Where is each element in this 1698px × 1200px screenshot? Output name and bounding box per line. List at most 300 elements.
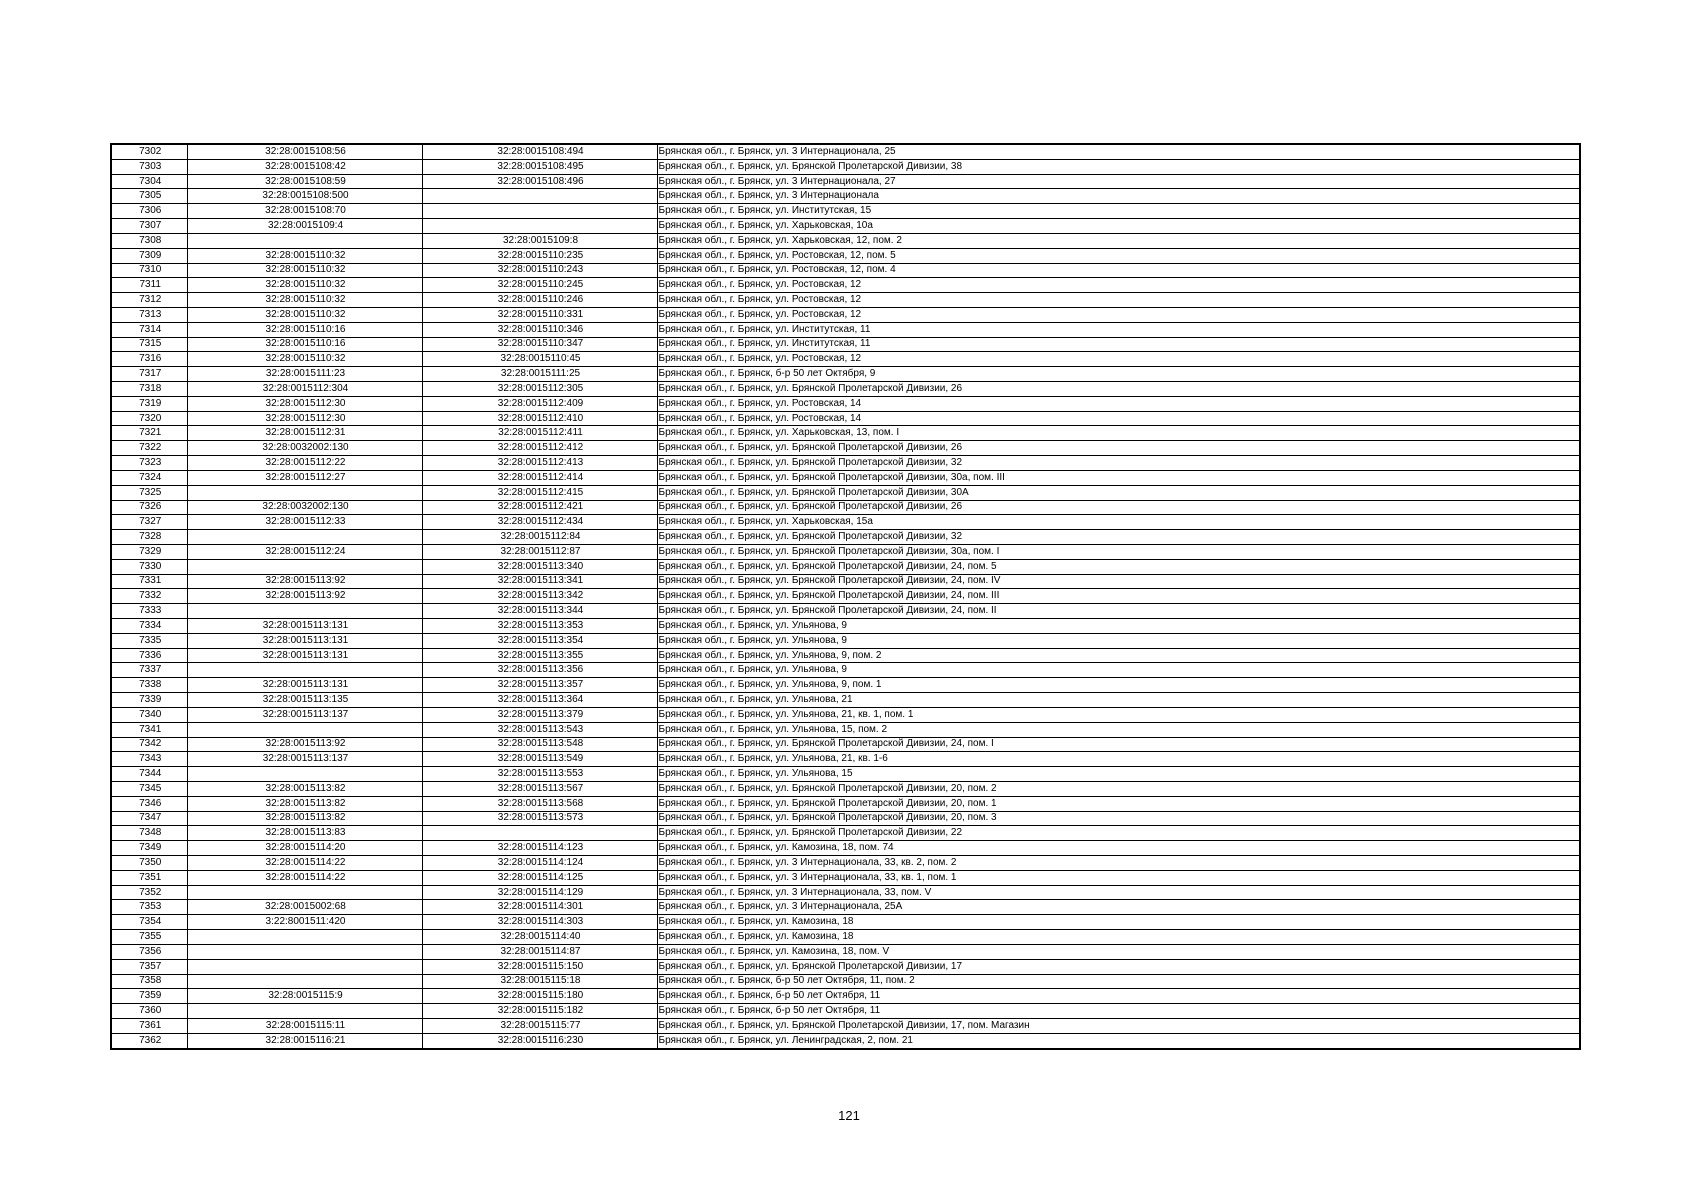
address-cell: Брянская обл., г. Брянск, ул. Харьковская, 10а	[657, 219, 1580, 234]
parcel-cadastral-number-cell: 32:28:0015113:137	[187, 707, 422, 722]
object-cadastral-number-cell: 32:28:0015112:414	[422, 470, 657, 485]
row-number-cell: 7330	[111, 559, 187, 574]
object-cadastral-number-cell: 32:28:0015113:549	[422, 752, 657, 767]
address-cell: Брянская обл., г. Брянск, ул. Ульянова, 21	[657, 693, 1580, 708]
address-cell: Брянская обл., г. Брянск, б-р 50 лет Октября, 11	[657, 1004, 1580, 1019]
parcel-cadastral-number-cell: 32:28:0015108:42	[187, 159, 422, 174]
row-number-cell: 7303	[111, 159, 187, 174]
table-row	[111, 367, 1580, 382]
parcel-cadastral-number-cell: 32:28:0015112:30	[187, 411, 422, 426]
row-number-cell: 7331	[111, 574, 187, 589]
object-cadastral-number-cell: 32:28:0015110:245	[422, 278, 657, 293]
parcel-cadastral-number-cell	[187, 767, 422, 782]
address-cell: Брянская обл., г. Брянск, ул. Брянской Пролетарской Дивизии, 32	[657, 456, 1580, 471]
row-number-cell: 7336	[111, 648, 187, 663]
address-cell: Брянская обл., г. Брянск, ул. Ульянова, 9	[657, 619, 1580, 634]
object-cadastral-number-cell: 32:28:0015108:495	[422, 159, 657, 174]
address-cell: Брянская обл., г. Брянск, ул. Брянской Пролетарской Дивизии, 30а, пом. III	[657, 470, 1580, 485]
address-cell: Брянская обл., г. Брянск, ул. Брянской Пролетарской Дивизии, 20, пом. 1	[657, 796, 1580, 811]
table-row	[111, 900, 1580, 915]
row-number-cell: 7313	[111, 307, 187, 322]
address-cell: Брянская обл., г. Брянск, ул. Брянской Пролетарской Дивизии, 17, пом. Магазин	[657, 1018, 1580, 1033]
parcel-cadastral-number-cell: 32:28:0015112:304	[187, 382, 422, 397]
address-cell: Брянская обл., г. Брянск, б-р 50 лет Октября, 9	[657, 367, 1580, 382]
row-number-cell: 7348	[111, 826, 187, 841]
object-cadastral-number-cell: 32:28:0015112:410	[422, 411, 657, 426]
parcel-cadastral-number-cell: 32:28:0015112:31	[187, 426, 422, 441]
parcel-cadastral-number-cell	[187, 233, 422, 248]
address-cell: Брянская обл., г. Брянск, б-р 50 лет Октября, 11	[657, 989, 1580, 1004]
parcel-cadastral-number-cell: 32:28:0015115:11	[187, 1018, 422, 1033]
row-number-cell: 7344	[111, 767, 187, 782]
table-row	[111, 559, 1580, 574]
object-cadastral-number-cell: 32:28:0015112:305	[422, 382, 657, 397]
row-number-cell: 7335	[111, 633, 187, 648]
object-cadastral-number-cell: 32:28:0015114:87	[422, 944, 657, 959]
page-number: 121	[838, 1108, 860, 1123]
object-cadastral-number-cell: 32:28:0015112:412	[422, 441, 657, 456]
parcel-cadastral-number-cell: 32:28:0032002:130	[187, 500, 422, 515]
parcel-cadastral-number-cell: 32:28:0015113:83	[187, 826, 422, 841]
address-cell: Брянская обл., г. Брянск, ул. Ленинградская, 2, пом. 21	[657, 1033, 1580, 1048]
table-row	[111, 752, 1580, 767]
object-cadastral-number-cell: 32:28:0015110:243	[422, 263, 657, 278]
object-cadastral-number-cell: 32:28:0015110:347	[422, 337, 657, 352]
row-number-cell: 7327	[111, 515, 187, 530]
address-cell: Брянская обл., г. Брянск, ул. Харьковская, 12, пом. 2	[657, 233, 1580, 248]
row-number-cell: 7326	[111, 500, 187, 515]
parcel-cadastral-number-cell: 32:28:0032002:130	[187, 441, 422, 456]
object-cadastral-number-cell: 32:28:0015114:125	[422, 870, 657, 885]
object-cadastral-number-cell: 32:28:0015112:411	[422, 426, 657, 441]
table-row	[111, 959, 1580, 974]
object-cadastral-number-cell: 32:28:0015112:84	[422, 530, 657, 545]
object-cadastral-number-cell: 32:28:0015115:180	[422, 989, 657, 1004]
table-row	[111, 485, 1580, 500]
object-cadastral-number-cell: 32:28:0015113:548	[422, 737, 657, 752]
address-cell: Брянская обл., г. Брянск, ул. Камозина, 18, пом. 74	[657, 841, 1580, 856]
table-row	[111, 470, 1580, 485]
table-row	[111, 826, 1580, 841]
object-cadastral-number-cell: 32:28:0015113:364	[422, 693, 657, 708]
address-cell: Брянская обл., г. Брянск, ул. Брянской Пролетарской Дивизии, 20, пом. 3	[657, 811, 1580, 826]
address-cell: Брянская обл., г. Брянск, ул. Брянской Пролетарской Дивизии, 30А	[657, 485, 1580, 500]
row-number-cell: 7307	[111, 219, 187, 234]
row-number-cell: 7316	[111, 352, 187, 367]
parcel-cadastral-number-cell: 32:28:0015108:59	[187, 174, 422, 189]
table-row	[111, 219, 1580, 234]
parcel-cadastral-number-cell: 32:28:0015112:24	[187, 544, 422, 559]
table-row	[111, 189, 1580, 204]
row-number-cell: 7350	[111, 856, 187, 871]
row-number-cell: 7362	[111, 1033, 187, 1048]
parcel-cadastral-number-cell: 32:28:0015110:16	[187, 322, 422, 337]
object-cadastral-number-cell	[422, 189, 657, 204]
object-cadastral-number-cell: 32:28:0015112:409	[422, 396, 657, 411]
table-row	[111, 722, 1580, 737]
object-cadastral-number-cell: 32:28:0015112:434	[422, 515, 657, 530]
address-cell: Брянская обл., г. Брянск, ул. Ростовская, 12	[657, 307, 1580, 322]
row-number-cell: 7337	[111, 663, 187, 678]
row-number-cell: 7353	[111, 900, 187, 915]
address-cell: Брянская обл., г. Брянск, ул. Брянской Пролетарской Дивизии, 30а, пом. I	[657, 544, 1580, 559]
table-row	[111, 633, 1580, 648]
row-number-cell: 7346	[111, 796, 187, 811]
row-number-cell: 7339	[111, 693, 187, 708]
table-row	[111, 396, 1580, 411]
table-row	[111, 144, 1580, 159]
parcel-cadastral-number-cell: 32:28:0015112:27	[187, 470, 422, 485]
table-row	[111, 174, 1580, 189]
parcel-cadastral-number-cell: 32:28:0015113:82	[187, 811, 422, 826]
address-cell: Брянская обл., г. Брянск, ул. Ульянова, 21, кв. 1, пом. 1	[657, 707, 1580, 722]
address-cell: Брянская обл., г. Брянск, ул. Ульянова, 9, пом. 1	[657, 678, 1580, 693]
parcel-cadastral-number-cell: 32:28:0015116:21	[187, 1033, 422, 1048]
row-number-cell: 7323	[111, 456, 187, 471]
address-cell: Брянская обл., г. Брянск, ул. Камозина, 18, пом. V	[657, 944, 1580, 959]
table-row	[111, 278, 1580, 293]
parcel-cadastral-number-cell	[187, 885, 422, 900]
table-row	[111, 1004, 1580, 1019]
object-cadastral-number-cell	[422, 826, 657, 841]
row-number-cell: 7347	[111, 811, 187, 826]
object-cadastral-number-cell: 32:28:0015113:341	[422, 574, 657, 589]
table-row	[111, 307, 1580, 322]
parcel-cadastral-number-cell	[187, 663, 422, 678]
object-cadastral-number-cell: 32:28:0015110:45	[422, 352, 657, 367]
address-cell: Брянская обл., г. Брянск, ул. 3 Интернационала	[657, 189, 1580, 204]
object-cadastral-number-cell	[422, 219, 657, 234]
table-row	[111, 707, 1580, 722]
parcel-cadastral-number-cell: 32:28:0015114:22	[187, 870, 422, 885]
parcel-cadastral-number-cell: 32:28:0015113:131	[187, 619, 422, 634]
object-cadastral-number-cell: 32:28:0015108:496	[422, 174, 657, 189]
parcel-cadastral-number-cell: 3:22:8001511:420	[187, 915, 422, 930]
row-number-cell: 7359	[111, 989, 187, 1004]
object-cadastral-number-cell: 32:28:0015113:340	[422, 559, 657, 574]
row-number-cell: 7333	[111, 604, 187, 619]
parcel-cadastral-number-cell: 32:28:0015108:500	[187, 189, 422, 204]
object-cadastral-number-cell	[422, 204, 657, 219]
row-number-cell: 7308	[111, 233, 187, 248]
address-cell: Брянская обл., г. Брянск, ул. Ростовская, 12	[657, 278, 1580, 293]
object-cadastral-number-cell: 32:28:0015110:235	[422, 248, 657, 263]
address-cell: Брянская обл., г. Брянск, ул. Ростовская, 14	[657, 396, 1580, 411]
object-cadastral-number-cell: 32:28:0015112:421	[422, 500, 657, 515]
address-cell: Брянская обл., г. Брянск, ул. Брянской Пролетарской Дивизии, 26	[657, 500, 1580, 515]
parcel-cadastral-number-cell: 32:28:0015110:32	[187, 352, 422, 367]
row-number-cell: 7322	[111, 441, 187, 456]
row-number-cell: 7321	[111, 426, 187, 441]
address-cell: Брянская обл., г. Брянск, ул. 3 Интернационала, 27	[657, 174, 1580, 189]
address-cell: Брянская обл., г. Брянск, ул. Брянской Пролетарской Дивизии, 24, пом. II	[657, 604, 1580, 619]
address-cell: Брянская обл., г. Брянск, ул. Брянской Пролетарской Дивизии, 20, пом. 2	[657, 781, 1580, 796]
address-cell: Брянская обл., г. Брянск, ул. Институтская, 11	[657, 322, 1580, 337]
object-cadastral-number-cell: 32:28:0015109:8	[422, 233, 657, 248]
row-number-cell: 7312	[111, 293, 187, 308]
parcel-cadastral-number-cell: 32:28:0015110:16	[187, 337, 422, 352]
parcel-cadastral-number-cell	[187, 944, 422, 959]
row-number-cell: 7355	[111, 930, 187, 945]
row-number-cell: 7343	[111, 752, 187, 767]
address-cell: Брянская обл., г. Брянск, ул. 3 Интернационала, 33, пом. V	[657, 885, 1580, 900]
address-cell: Брянская обл., г. Брянск, ул. Брянской Пролетарской Дивизии, 32	[657, 530, 1580, 545]
object-cadastral-number-cell: 32:28:0015113:344	[422, 604, 657, 619]
row-number-cell: 7345	[111, 781, 187, 796]
object-cadastral-number-cell: 32:28:0015112:413	[422, 456, 657, 471]
parcel-cadastral-number-cell: 32:28:0015110:32	[187, 278, 422, 293]
table-row	[111, 204, 1580, 219]
row-number-cell: 7328	[111, 530, 187, 545]
object-cadastral-number-cell: 32:28:0015114:124	[422, 856, 657, 871]
parcel-cadastral-number-cell	[187, 559, 422, 574]
address-cell: Брянская обл., г. Брянск, ул. Ульянова, 15, пом. 2	[657, 722, 1580, 737]
address-cell: Брянская обл., г. Брянск, ул. Брянской Пролетарской Дивизии, 24, пом. 5	[657, 559, 1580, 574]
address-cell: Брянская обл., г. Брянск, ул. Институтская, 15	[657, 204, 1580, 219]
parcel-cadastral-number-cell: 32:28:0015110:32	[187, 307, 422, 322]
object-cadastral-number-cell: 32:28:0015113:568	[422, 796, 657, 811]
address-cell: Брянская обл., г. Брянск, ул. 3 Интернационала, 25А	[657, 900, 1580, 915]
object-cadastral-number-cell: 32:28:0015115:18	[422, 974, 657, 989]
object-cadastral-number-cell: 32:28:0015115:182	[422, 1004, 657, 1019]
parcel-cadastral-number-cell: 32:28:0015110:32	[187, 248, 422, 263]
object-cadastral-number-cell: 32:28:0015113:553	[422, 767, 657, 782]
row-number-cell: 7338	[111, 678, 187, 693]
table-row	[111, 796, 1580, 811]
row-number-cell: 7349	[111, 841, 187, 856]
row-number-cell: 7325	[111, 485, 187, 500]
table-row	[111, 441, 1580, 456]
row-number-cell: 7318	[111, 382, 187, 397]
address-cell: Брянская обл., г. Брянск, ул. 3 Интернационала, 33, кв. 1, пом. 1	[657, 870, 1580, 885]
table-row	[111, 1033, 1580, 1048]
table-row	[111, 930, 1580, 945]
object-cadastral-number-cell: 32:28:0015115:150	[422, 959, 657, 974]
object-cadastral-number-cell: 32:28:0015113:353	[422, 619, 657, 634]
parcel-cadastral-number-cell: 32:28:0015113:131	[187, 648, 422, 663]
table-row	[111, 856, 1580, 871]
address-cell: Брянская обл., г. Брянск, ул. Брянской Пролетарской Дивизии, 24, пом. III	[657, 589, 1580, 604]
table-row	[111, 263, 1580, 278]
row-number-cell: 7309	[111, 248, 187, 263]
table-row	[111, 352, 1580, 367]
object-cadastral-number-cell: 32:28:0015110:331	[422, 307, 657, 322]
row-number-cell: 7360	[111, 1004, 187, 1019]
parcel-cadastral-number-cell: 32:28:0015113:131	[187, 678, 422, 693]
parcel-cadastral-number-cell: 32:28:0015110:32	[187, 293, 422, 308]
table-row	[111, 870, 1580, 885]
address-cell: Брянская обл., г. Брянск, ул. Брянской Пролетарской Дивизии, 24, пом. IV	[657, 574, 1580, 589]
address-cell: Брянская обл., г. Брянск, ул. Ростовская, 12, пом. 5	[657, 248, 1580, 263]
table-row	[111, 544, 1580, 559]
object-cadastral-number-cell: 32:28:0015113:342	[422, 589, 657, 604]
table-row	[111, 678, 1580, 693]
parcel-cadastral-number-cell: 32:28:0015108:56	[187, 144, 422, 159]
parcel-cadastral-number-cell: 32:28:0015113:82	[187, 781, 422, 796]
row-number-cell: 7341	[111, 722, 187, 737]
table-row	[111, 530, 1580, 545]
table-row	[111, 500, 1580, 515]
table-row	[111, 693, 1580, 708]
table-row	[111, 337, 1580, 352]
address-cell: Брянская обл., г. Брянск, ул. Брянской Пролетарской Дивизии, 26	[657, 441, 1580, 456]
parcel-cadastral-number-cell	[187, 974, 422, 989]
table-row	[111, 989, 1580, 1004]
row-number-cell: 7357	[111, 959, 187, 974]
row-number-cell: 7314	[111, 322, 187, 337]
table-row	[111, 574, 1580, 589]
address-cell: Брянская обл., г. Брянск, ул. Харьковская, 13, пом. I	[657, 426, 1580, 441]
parcel-cadastral-number-cell: 32:28:0015113:92	[187, 574, 422, 589]
address-cell: Брянская обл., г. Брянск, ул. Ростовская, 14	[657, 411, 1580, 426]
parcel-cadastral-number-cell: 32:28:0015113:92	[187, 737, 422, 752]
object-cadastral-number-cell: 32:28:0015112:87	[422, 544, 657, 559]
parcel-cadastral-number-cell: 32:28:0015109:4	[187, 219, 422, 234]
table-row	[111, 1018, 1580, 1033]
parcel-cadastral-number-cell: 32:28:0015114:22	[187, 856, 422, 871]
address-cell: Брянская обл., г. Брянск, ул. Ульянова, 21, кв. 1-6	[657, 752, 1580, 767]
parcel-cadastral-number-cell: 32:28:0015113:92	[187, 589, 422, 604]
table-row	[111, 841, 1580, 856]
table-row	[111, 233, 1580, 248]
address-cell: Брянская обл., г. Брянск, ул. Харьковская, 15а	[657, 515, 1580, 530]
parcel-cadastral-number-cell	[187, 930, 422, 945]
parcel-cadastral-number-cell	[187, 604, 422, 619]
row-number-cell: 7361	[111, 1018, 187, 1033]
row-number-cell: 7315	[111, 337, 187, 352]
address-cell: Брянская обл., г. Брянск, ул. Институтская, 11	[657, 337, 1580, 352]
object-cadastral-number-cell: 32:28:0015114:123	[422, 841, 657, 856]
table-row	[111, 293, 1580, 308]
address-cell: Брянская обл., г. Брянск, ул. 3 Интернационала, 25	[657, 144, 1580, 159]
parcel-cadastral-number-cell: 32:28:0015002:68	[187, 900, 422, 915]
table-row	[111, 737, 1580, 752]
row-number-cell: 7342	[111, 737, 187, 752]
object-cadastral-number-cell: 32:28:0015111:25	[422, 367, 657, 382]
address-cell: Брянская обл., г. Брянск, ул. 3 Интернационала, 33, кв. 2, пом. 2	[657, 856, 1580, 871]
object-cadastral-number-cell: 32:28:0015114:301	[422, 900, 657, 915]
row-number-cell: 7310	[111, 263, 187, 278]
row-number-cell: 7334	[111, 619, 187, 634]
object-cadastral-number-cell: 32:28:0015115:77	[422, 1018, 657, 1033]
table-body	[111, 144, 1580, 1049]
object-cadastral-number-cell: 32:28:0015113:379	[422, 707, 657, 722]
parcel-cadastral-number-cell	[187, 722, 422, 737]
table-row	[111, 322, 1580, 337]
object-cadastral-number-cell: 32:28:0015116:230	[422, 1033, 657, 1048]
row-number-cell: 7319	[111, 396, 187, 411]
parcel-cadastral-number-cell: 32:28:0015114:20	[187, 841, 422, 856]
row-number-cell: 7305	[111, 189, 187, 204]
object-cadastral-number-cell: 32:28:0015113:357	[422, 678, 657, 693]
row-number-cell: 7304	[111, 174, 187, 189]
row-number-cell: 7302	[111, 144, 187, 159]
parcel-cadastral-number-cell	[187, 530, 422, 545]
object-cadastral-number-cell: 32:28:0015114:303	[422, 915, 657, 930]
address-cell: Брянская обл., г. Брянск, ул. Камозина, 18	[657, 915, 1580, 930]
table-row	[111, 648, 1580, 663]
address-cell: Брянская обл., г. Брянск, ул. Ульянова, 9	[657, 633, 1580, 648]
object-cadastral-number-cell: 32:28:0015113:573	[422, 811, 657, 826]
table-row	[111, 382, 1580, 397]
parcel-cadastral-number-cell: 32:28:0015113:82	[187, 796, 422, 811]
address-cell: Брянская обл., г. Брянск, ул. Ульянова, 9	[657, 663, 1580, 678]
parcel-cadastral-number-cell: 32:28:0015108:70	[187, 204, 422, 219]
parcel-cadastral-number-cell: 32:28:0015111:23	[187, 367, 422, 382]
object-cadastral-number-cell: 32:28:0015113:356	[422, 663, 657, 678]
address-cell: Брянская обл., г. Брянск, ул. Брянской Пролетарской Дивизии, 26	[657, 382, 1580, 397]
object-cadastral-number-cell: 32:28:0015114:40	[422, 930, 657, 945]
row-number-cell: 7332	[111, 589, 187, 604]
object-cadastral-number-cell: 32:28:0015110:346	[422, 322, 657, 337]
object-cadastral-number-cell: 32:28:0015113:354	[422, 633, 657, 648]
object-cadastral-number-cell: 32:28:0015110:246	[422, 293, 657, 308]
address-cell: Брянская обл., г. Брянск, ул. Ростовская, 12	[657, 293, 1580, 308]
parcel-cadastral-number-cell: 32:28:0015112:33	[187, 515, 422, 530]
row-number-cell: 7311	[111, 278, 187, 293]
table-row	[111, 411, 1580, 426]
address-cell: Брянская обл., г. Брянск, ул. Ростовская, 12, пом. 4	[657, 263, 1580, 278]
parcel-cadastral-number-cell	[187, 959, 422, 974]
table-row	[111, 811, 1580, 826]
row-number-cell: 7329	[111, 544, 187, 559]
object-cadastral-number-cell: 32:28:0015113:567	[422, 781, 657, 796]
parcel-cadastral-number-cell: 32:28:0015113:131	[187, 633, 422, 648]
address-cell: Брянская обл., г. Брянск, ул. Ростовская, 12	[657, 352, 1580, 367]
parcel-cadastral-number-cell: 32:28:0015113:135	[187, 693, 422, 708]
parcel-cadastral-number-cell: 32:28:0015113:137	[187, 752, 422, 767]
object-cadastral-number-cell: 32:28:0015112:415	[422, 485, 657, 500]
parcel-cadastral-number-cell	[187, 1004, 422, 1019]
table-row	[111, 781, 1580, 796]
table-row	[111, 604, 1580, 619]
parcel-cadastral-number-cell: 32:28:0015110:32	[187, 263, 422, 278]
address-cell: Брянская обл., г. Брянск, ул. Брянской Пролетарской Дивизии, 22	[657, 826, 1580, 841]
row-number-cell: 7324	[111, 470, 187, 485]
row-number-cell: 7320	[111, 411, 187, 426]
address-cell: Брянская обл., г. Брянск, ул. Брянской Пролетарской Дивизии, 17	[657, 959, 1580, 974]
parcel-cadastral-number-cell: 32:28:0015112:22	[187, 456, 422, 471]
table-row	[111, 974, 1580, 989]
table-row	[111, 456, 1580, 471]
address-cell: Брянская обл., г. Брянск, ул. Ульянова, 9, пом. 2	[657, 648, 1580, 663]
address-cell: Брянская обл., г. Брянск, ул. Брянской Пролетарской Дивизии, 38	[657, 159, 1580, 174]
row-number-cell: 7317	[111, 367, 187, 382]
row-number-cell: 7354	[111, 915, 187, 930]
table-row	[111, 944, 1580, 959]
parcel-cadastral-number-cell	[187, 485, 422, 500]
parcel-cadastral-number-cell: 32:28:0015112:30	[187, 396, 422, 411]
address-cell: Брянская обл., г. Брянск, ул. Ульянова, 15	[657, 767, 1580, 782]
table-row	[111, 248, 1580, 263]
parcel-cadastral-number-cell: 32:28:0015115:9	[187, 989, 422, 1004]
table-row	[111, 589, 1580, 604]
table-row	[111, 515, 1580, 530]
table-row	[111, 885, 1580, 900]
row-number-cell: 7351	[111, 870, 187, 885]
row-number-cell: 7340	[111, 707, 187, 722]
table-row	[111, 663, 1580, 678]
object-cadastral-number-cell: 32:28:0015113:543	[422, 722, 657, 737]
table-row	[111, 159, 1580, 174]
property-register-table	[110, 143, 1581, 1050]
row-number-cell: 7358	[111, 974, 187, 989]
table-row	[111, 619, 1580, 634]
table-row	[111, 915, 1580, 930]
address-cell: Брянская обл., г. Брянск, ул. Камозина, 18	[657, 930, 1580, 945]
row-number-cell: 7352	[111, 885, 187, 900]
row-number-cell: 7306	[111, 204, 187, 219]
